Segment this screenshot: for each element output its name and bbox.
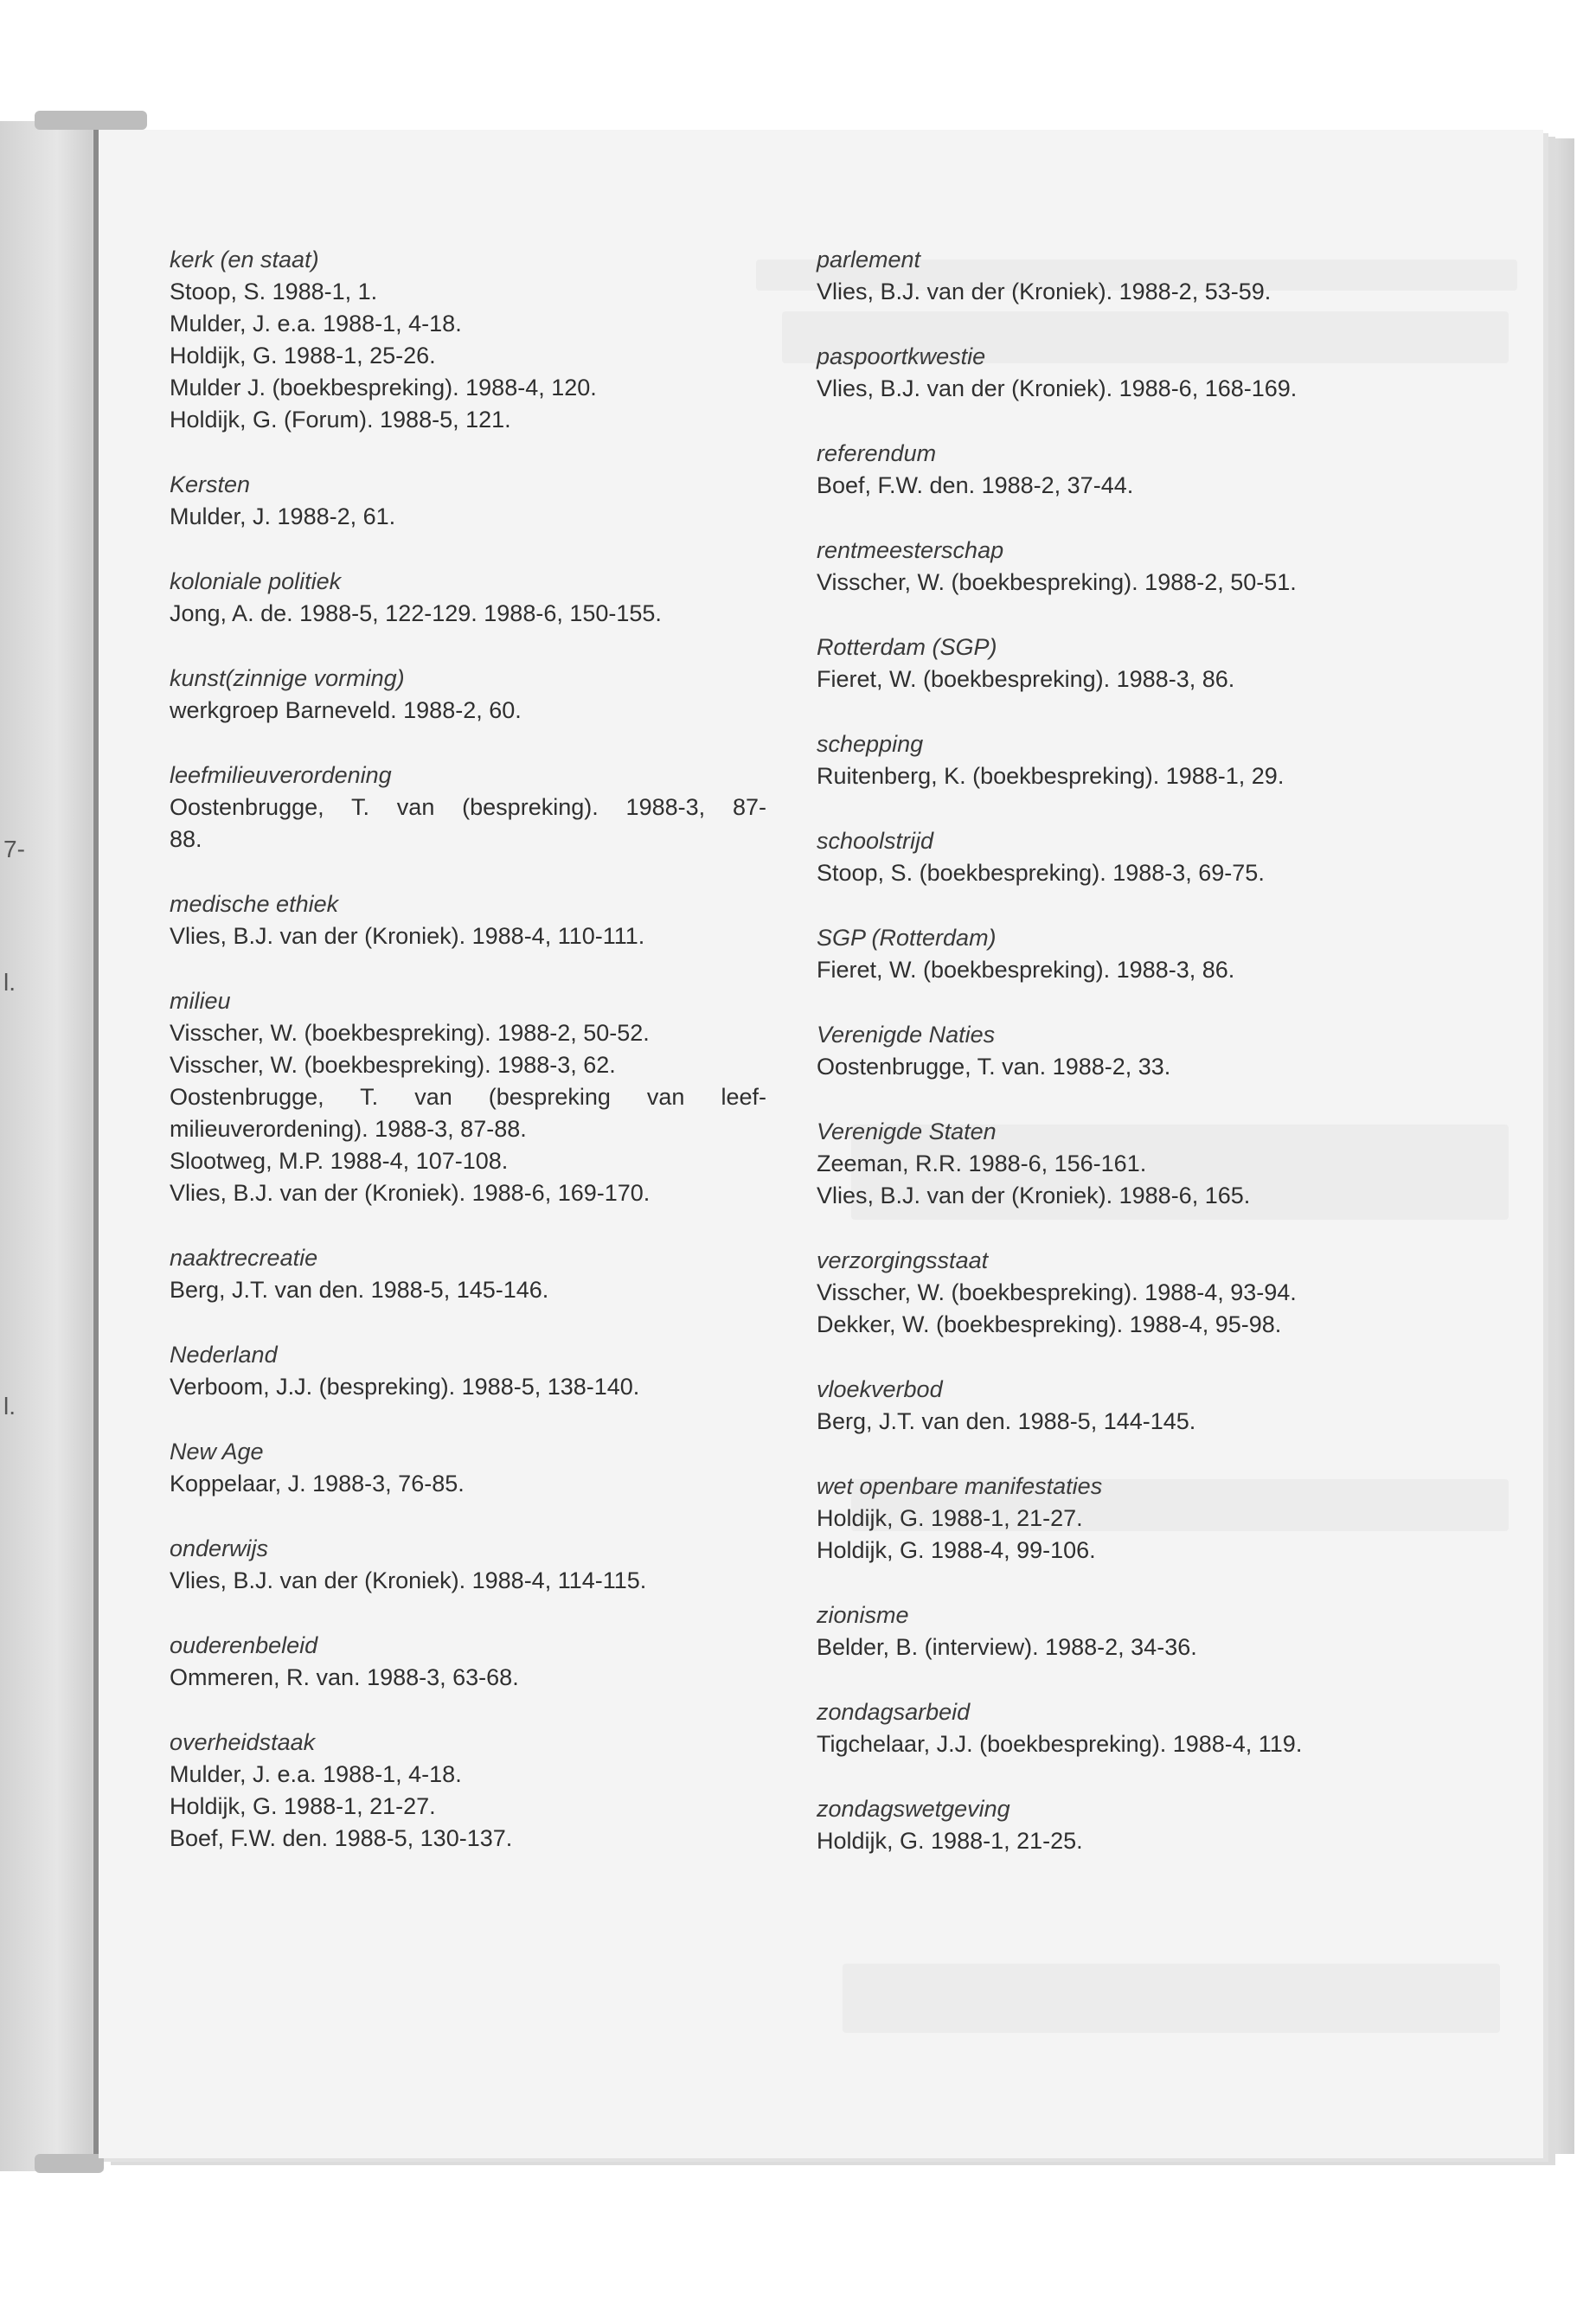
index-reference: Stoop, S. 1988-1, 1. [170, 279, 378, 304]
index-topic: zondagswetgeving [817, 1796, 1010, 1822]
index-reference: milieuverordening). 1988-3, 87-88. [170, 1116, 527, 1142]
index-topic: milieu [170, 988, 231, 1014]
index-topic: Verenigde Naties [817, 1022, 996, 1048]
index-entry [817, 1696, 1413, 1760]
index-reference: Vlies, B.J. van der (Kroniek). 1988-2, 53-59. [817, 279, 1272, 304]
margin-mark: 7- [3, 836, 25, 862]
index-columns [170, 244, 1415, 2078]
index-reference: 88. [170, 826, 202, 852]
index-entry [170, 1242, 766, 1306]
index-reference: Visscher, W. (boekbespreking). 1988-4, 93-94. [817, 1279, 1297, 1305]
index-topic: Rotterdam (SGP) [817, 634, 997, 660]
index-entry [817, 1599, 1413, 1663]
index-entry [817, 438, 1413, 502]
index-topic: schoolstrijd [817, 828, 934, 854]
index-reference: Holdijk, G. 1988-1, 21-27. [170, 1793, 436, 1819]
index-reference: Oostenbrugge, T. van (bespreking). 1988-3, 87- [170, 794, 766, 820]
index-reference: Oostenbrugge, T. van. 1988-2, 33. [817, 1054, 1171, 1080]
index-topic: kunst(zinnige vorming) [170, 665, 405, 691]
index-entry [817, 825, 1413, 889]
index-topic: onderwijs [170, 1535, 269, 1561]
index-topic: SGP (Rotterdam) [817, 925, 997, 951]
index-topic: vloekverbod [817, 1376, 943, 1402]
index-reference: Oostenbrugge, T. van (bespreking van leef- [170, 1084, 766, 1110]
index-reference: Mulder, J. 1988-2, 61. [170, 503, 396, 529]
index-topic: naaktrecreatie [170, 1245, 318, 1271]
index-topic: zondagsarbeid [817, 1699, 971, 1725]
index-reference: werkgroep Barneveld. 1988-2, 60. [170, 697, 522, 723]
index-entry [817, 244, 1413, 308]
index-reference: Fieret, W. (boekbespreking). 1988-3, 86. [817, 666, 1235, 692]
index-reference: Mulder, J. e.a. 1988-1, 4-18. [170, 1761, 462, 1787]
margin-mark: l. [3, 969, 16, 996]
index-reference: Tigchelaar, J.J. (boekbespreking). 1988-4, 119. [817, 1731, 1303, 1757]
index-entry [817, 535, 1413, 599]
index-entry [170, 566, 766, 630]
index-reference: Boef, F.W. den. 1988-5, 130-137. [170, 1825, 513, 1851]
index-reference: Zeeman, R.R. 1988-6, 156-161. [817, 1150, 1147, 1176]
index-reference: Vlies, B.J. van der (Kroniek). 1988-6, 168-169. [817, 375, 1298, 401]
index-reference: Visscher, W. (boekbespreking). 1988-3, 62. [170, 1052, 616, 1078]
index-topic: leefmilieuverordening [170, 762, 392, 788]
index-reference: Ruitenberg, K. (boekbespreking). 1988-1, 29. [817, 763, 1285, 789]
index-topic: Kersten [170, 471, 251, 497]
book-binding [0, 121, 104, 2171]
index-entry [817, 1793, 1413, 1857]
index-entry [170, 244, 766, 436]
index-topic: verzorgingsstaat [817, 1247, 989, 1273]
index-reference: Holdijk, G. 1988-4, 99-106. [817, 1537, 1096, 1563]
index-reference: Holdijk, G. 1988-1, 21-27. [817, 1505, 1083, 1531]
index-topic: overheidstaak [170, 1729, 316, 1755]
index-entry [817, 631, 1413, 695]
index-entry [170, 1339, 766, 1403]
index-entry [170, 1436, 766, 1500]
index-topic: wet openbare manifestaties [817, 1473, 1103, 1499]
index-reference: Verboom, J.J. (bespreking). 1988-5, 138-140. [170, 1374, 640, 1400]
index-topic: schepping [817, 731, 924, 757]
index-entry [170, 469, 766, 533]
index-entry [817, 922, 1413, 986]
index-entry [170, 760, 766, 856]
right-column [817, 244, 1413, 1890]
index-entry [170, 1727, 766, 1855]
index-reference: Stoop, S. (boekbespreking). 1988-3, 69-75. [817, 860, 1265, 886]
index-topic: rentmeesterschap [817, 537, 1004, 563]
index-topic: parlement [817, 247, 921, 272]
index-entry [817, 1471, 1413, 1567]
index-reference: Slootweg, M.P. 1988-4, 107-108. [170, 1148, 509, 1174]
index-reference: Fieret, W. (boekbespreking). 1988-3, 86. [817, 957, 1235, 983]
index-reference: Boef, F.W. den. 1988-2, 37-44. [817, 472, 1134, 498]
page-edge-shadow [1543, 138, 1574, 2154]
index-entry [170, 985, 766, 1209]
index-topic: Verenigde Staten [817, 1118, 997, 1144]
index-entry [170, 1533, 766, 1597]
index-entry [817, 1019, 1413, 1083]
index-reference: Holdijk, G. 1988-1, 21-25. [817, 1828, 1083, 1854]
index-reference: Vlies, B.J. van der (Kroniek). 1988-4, 110-111. [170, 923, 645, 949]
index-reference: Berg, J.T. van den. 1988-5, 144-145. [817, 1408, 1196, 1434]
index-entry [817, 341, 1413, 405]
index-topic: New Age [170, 1439, 264, 1465]
index-reference: Visscher, W. (boekbespreking). 1988-2, 50-51. [817, 569, 1297, 595]
index-entry [817, 1116, 1413, 1212]
index-topic: zionisme [817, 1602, 909, 1628]
index-reference: Koppelaar, J. 1988-3, 76-85. [170, 1471, 465, 1497]
index-reference: Mulder, J. e.a. 1988-1, 4-18. [170, 311, 462, 336]
index-reference: Holdijk, G. 1988-1, 25-26. [170, 343, 436, 369]
index-topic: koloniale politiek [170, 568, 342, 594]
index-reference: Vlies, B.J. van der (Kroniek). 1988-4, 114-115. [170, 1567, 647, 1593]
binding-cap-bottom [35, 2154, 104, 2173]
index-reference: Ommeren, R. van. 1988-3, 63-68. [170, 1664, 519, 1690]
index-reference: Berg, J.T. van den. 1988-5, 145-146. [170, 1277, 549, 1303]
index-topic: kerk (en staat) [170, 247, 319, 272]
index-reference: Mulder J. (boekbespreking). 1988-4, 120. [170, 375, 597, 401]
index-topic: referendum [817, 440, 937, 466]
index-entry [170, 663, 766, 727]
margin-mark: l. [3, 1393, 16, 1420]
index-entry [817, 1245, 1413, 1341]
index-reference: Belder, B. (interview). 1988-2, 34-36. [817, 1634, 1197, 1660]
index-reference: Vlies, B.J. van der (Kroniek). 1988-6, 165. [817, 1183, 1251, 1208]
index-reference: Jong, A. de. 1988-5, 122-129. 1988-6, 150-155. [170, 600, 662, 626]
index-topic: Nederland [170, 1342, 278, 1368]
index-topic: medische ethiek [170, 891, 339, 917]
index-reference: Dekker, W. (boekbespreking). 1988-4, 95-98. [817, 1311, 1282, 1337]
index-reference: Visscher, W. (boekbespreking). 1988-2, 50-52. [170, 1020, 650, 1046]
binding-cap-top [35, 111, 147, 130]
index-reference: Holdijk, G. (Forum). 1988-5, 121. [170, 407, 511, 433]
index-topic: paspoortkwestie [817, 343, 986, 369]
left-column [170, 244, 766, 1888]
index-entry [817, 728, 1413, 792]
index-topic: ouderenbeleid [170, 1632, 318, 1658]
index-entry [170, 888, 766, 952]
index-entry [817, 1374, 1413, 1438]
index-reference: Vlies, B.J. van der (Kroniek). 1988-6, 169-170. [170, 1180, 651, 1206]
index-entry [170, 1630, 766, 1694]
